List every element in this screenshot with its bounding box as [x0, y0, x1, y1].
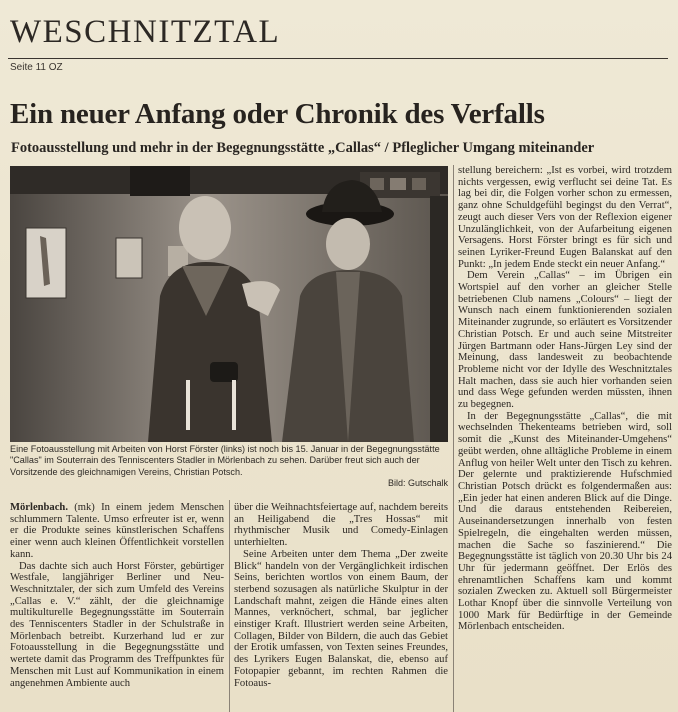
- page-reference: Seite 11 OZ: [10, 62, 63, 73]
- article-photo: [10, 166, 448, 442]
- article-column-3: [458, 165, 672, 633]
- article-paragraph: [10, 502, 224, 561]
- dateline: Mörlenbach.: [10, 502, 68, 513]
- section-title: WESCHNITZTAL: [10, 14, 281, 50]
- header-rule: [8, 58, 668, 59]
- photo-credit: Bild: Gutschalk: [387, 478, 448, 488]
- article-paragraph: über die Weihnachtsfeiertage auf, nachdem bereits an Heiligabend die „Tres Hossas“ mit rhythmischer Musik und Comedy-Einlagen unterhielten.: [234, 502, 448, 549]
- photo-caption: Eine Fotoausstellung mit Arbeiten von Horst Förster (links) ist noch bis 15. Januar in der Begegnungsstätte "Callas" im Souterrain des Tenniscenters Stadler in Mörlenbach zu sehen. Darüber freut sich auch der Vorsitzende des gleichnamigen Vereins, Christian Potsch.: [10, 444, 440, 477]
- article-column-1: [10, 502, 224, 689]
- article-subheadline: Fotoausstellung und mehr in der Begegnungsstätte „Callas“ / Pfleglicher Umgang miteinander: [11, 140, 595, 156]
- article-paragraph: In der Begegnungsstätte „Callas“, die mit wechselnden Thekenteams betrieben wird, soll somit die „Kunst des Miteinander-Umgehens“ geübt werden, ohne alltägliche Probleme in einem Anflug von heiler Welt unter den Tisch zu kehren. Der gelernte und praktizierende Hufschmied Christian Potsch drückt es folgendermaßen aus: „Ein jeder hat einen anderen Blick auf die Dinge. Und die daraus entstehenden Reibereien, Auseinandersetzungen innerhalb von festen Spielregeln, die eingehalten werden müssen, machen die Sache so faszinierend.“ Die Begegnungsstätte ist täglich von 20.30 Uhr bis 24 Uhr für jedermann geöffnet. Der Erlös des ehrenamtlichen Schaffens kam und kommt sozialen Zwecken zu. Aktuell soll Bürgermeister Lothar Knopf über die sinnvolle Verteilung von 1000 Mark für Bedürftige in der Gemeinde Mörlenbach entscheiden.: [458, 410, 672, 633]
- article-paragraph: Dem Verein „Callas“ – im Übrigen ein Wortspiel auf den vorher an gleicher Stelle betriebenen Club namens „Colours“ – liegt der Wunsch nach einem funktionierenden sozialen Miteinander zugrunde, so erläutert es Vorsitzender Christian Potsch. Er und auch seine Mitstreiter Jürgen Bartmann oder Hans-Jürgen Ley sind der Meinung, dass landesweit zu beobachtende Probleme nicht vor der Idylle des Weschnitztales Halt machen, dass sie auch hier vorhanden seien und dass Wege gefunden werden müssten, ihnen zu begegnen.: [458, 270, 672, 411]
- paragraph-text: (mk) In einem jedem Menschen schlummern Talente. Umso erfreuter ist er, wenn er die Produkte seines künstlerischen Schaffens einer wenn auch kleinen Öffentlichkeit vorstellen kann.: [10, 502, 224, 560]
- column-divider: [453, 165, 454, 712]
- article-column-2: [234, 502, 448, 689]
- photo-illustration: [10, 166, 448, 442]
- article-headline: Ein neuer Anfang oder Chronik des Verfalls: [10, 98, 545, 130]
- article-paragraph: Seine Arbeiten unter dem Thema „Der zweite Blick“ handeln von der Vergänglichkeit irdischen Seins, berichten wortlos von einem Baum, der sterbend sozusagen als natürliche Skulptur in der Landschaft mahnt, zeigen die Hände eines alten Mannes, verknöchert, schmal, bar jeglicher einstiger Kraft. Illustriert werden seine Arbeiten, Collagen, Bilder von Bildern, die auch das Gebiet der Erotik umfassen, von Texten seines Freundes, des Lyrikers Eugen Balanskat, die, ebenso auf Fotopapier gebannt, im rechten Rahmen die Fotoaus-: [234, 548, 448, 689]
- article-paragraph: Das dachte sich auch Horst Förster, gebürtiger Westfale, langjähriger Berliner und Neu-Weschnitztaler, der sich zum Umfeld des Vereins „Callas e. V.“ zählt, der die gleichnamige multikulturelle Begegnungsstätte im Souterrain des Tenniscenters Stadler in der Schulstraße in Mörlenbach betreibt. Kurzerhand lud er zur Fotoausstellung in die Begegnungsstätte und wertete damit das Programm des Treffpunktes für Menschen mit Lust auf Kommunikation in einem angenehmen Ambiente auch: [10, 560, 224, 689]
- article-paragraph: stellung bereichern: „Ist es vorbei, wird trotzdem nichts vergessen, ewig verflucht sei deine Tat. Es lag bei dir, die Folgen vorher schon zu ermessen, ganz ohne Schuldgefühl begingst du den Verrat“, zeugt auch dieser Vers von der Reflexion eigener Unzulänglichkeit, von der Aufarbeitung eigenen Versagens. Horst Förster bringt es für sich und seinen Lyriker-Freund Eugen Balanskat auf den Punkt: „In jedem Ende steckt ein neuer Anfang.“: [458, 165, 672, 270]
- column-divider: [229, 500, 230, 712]
